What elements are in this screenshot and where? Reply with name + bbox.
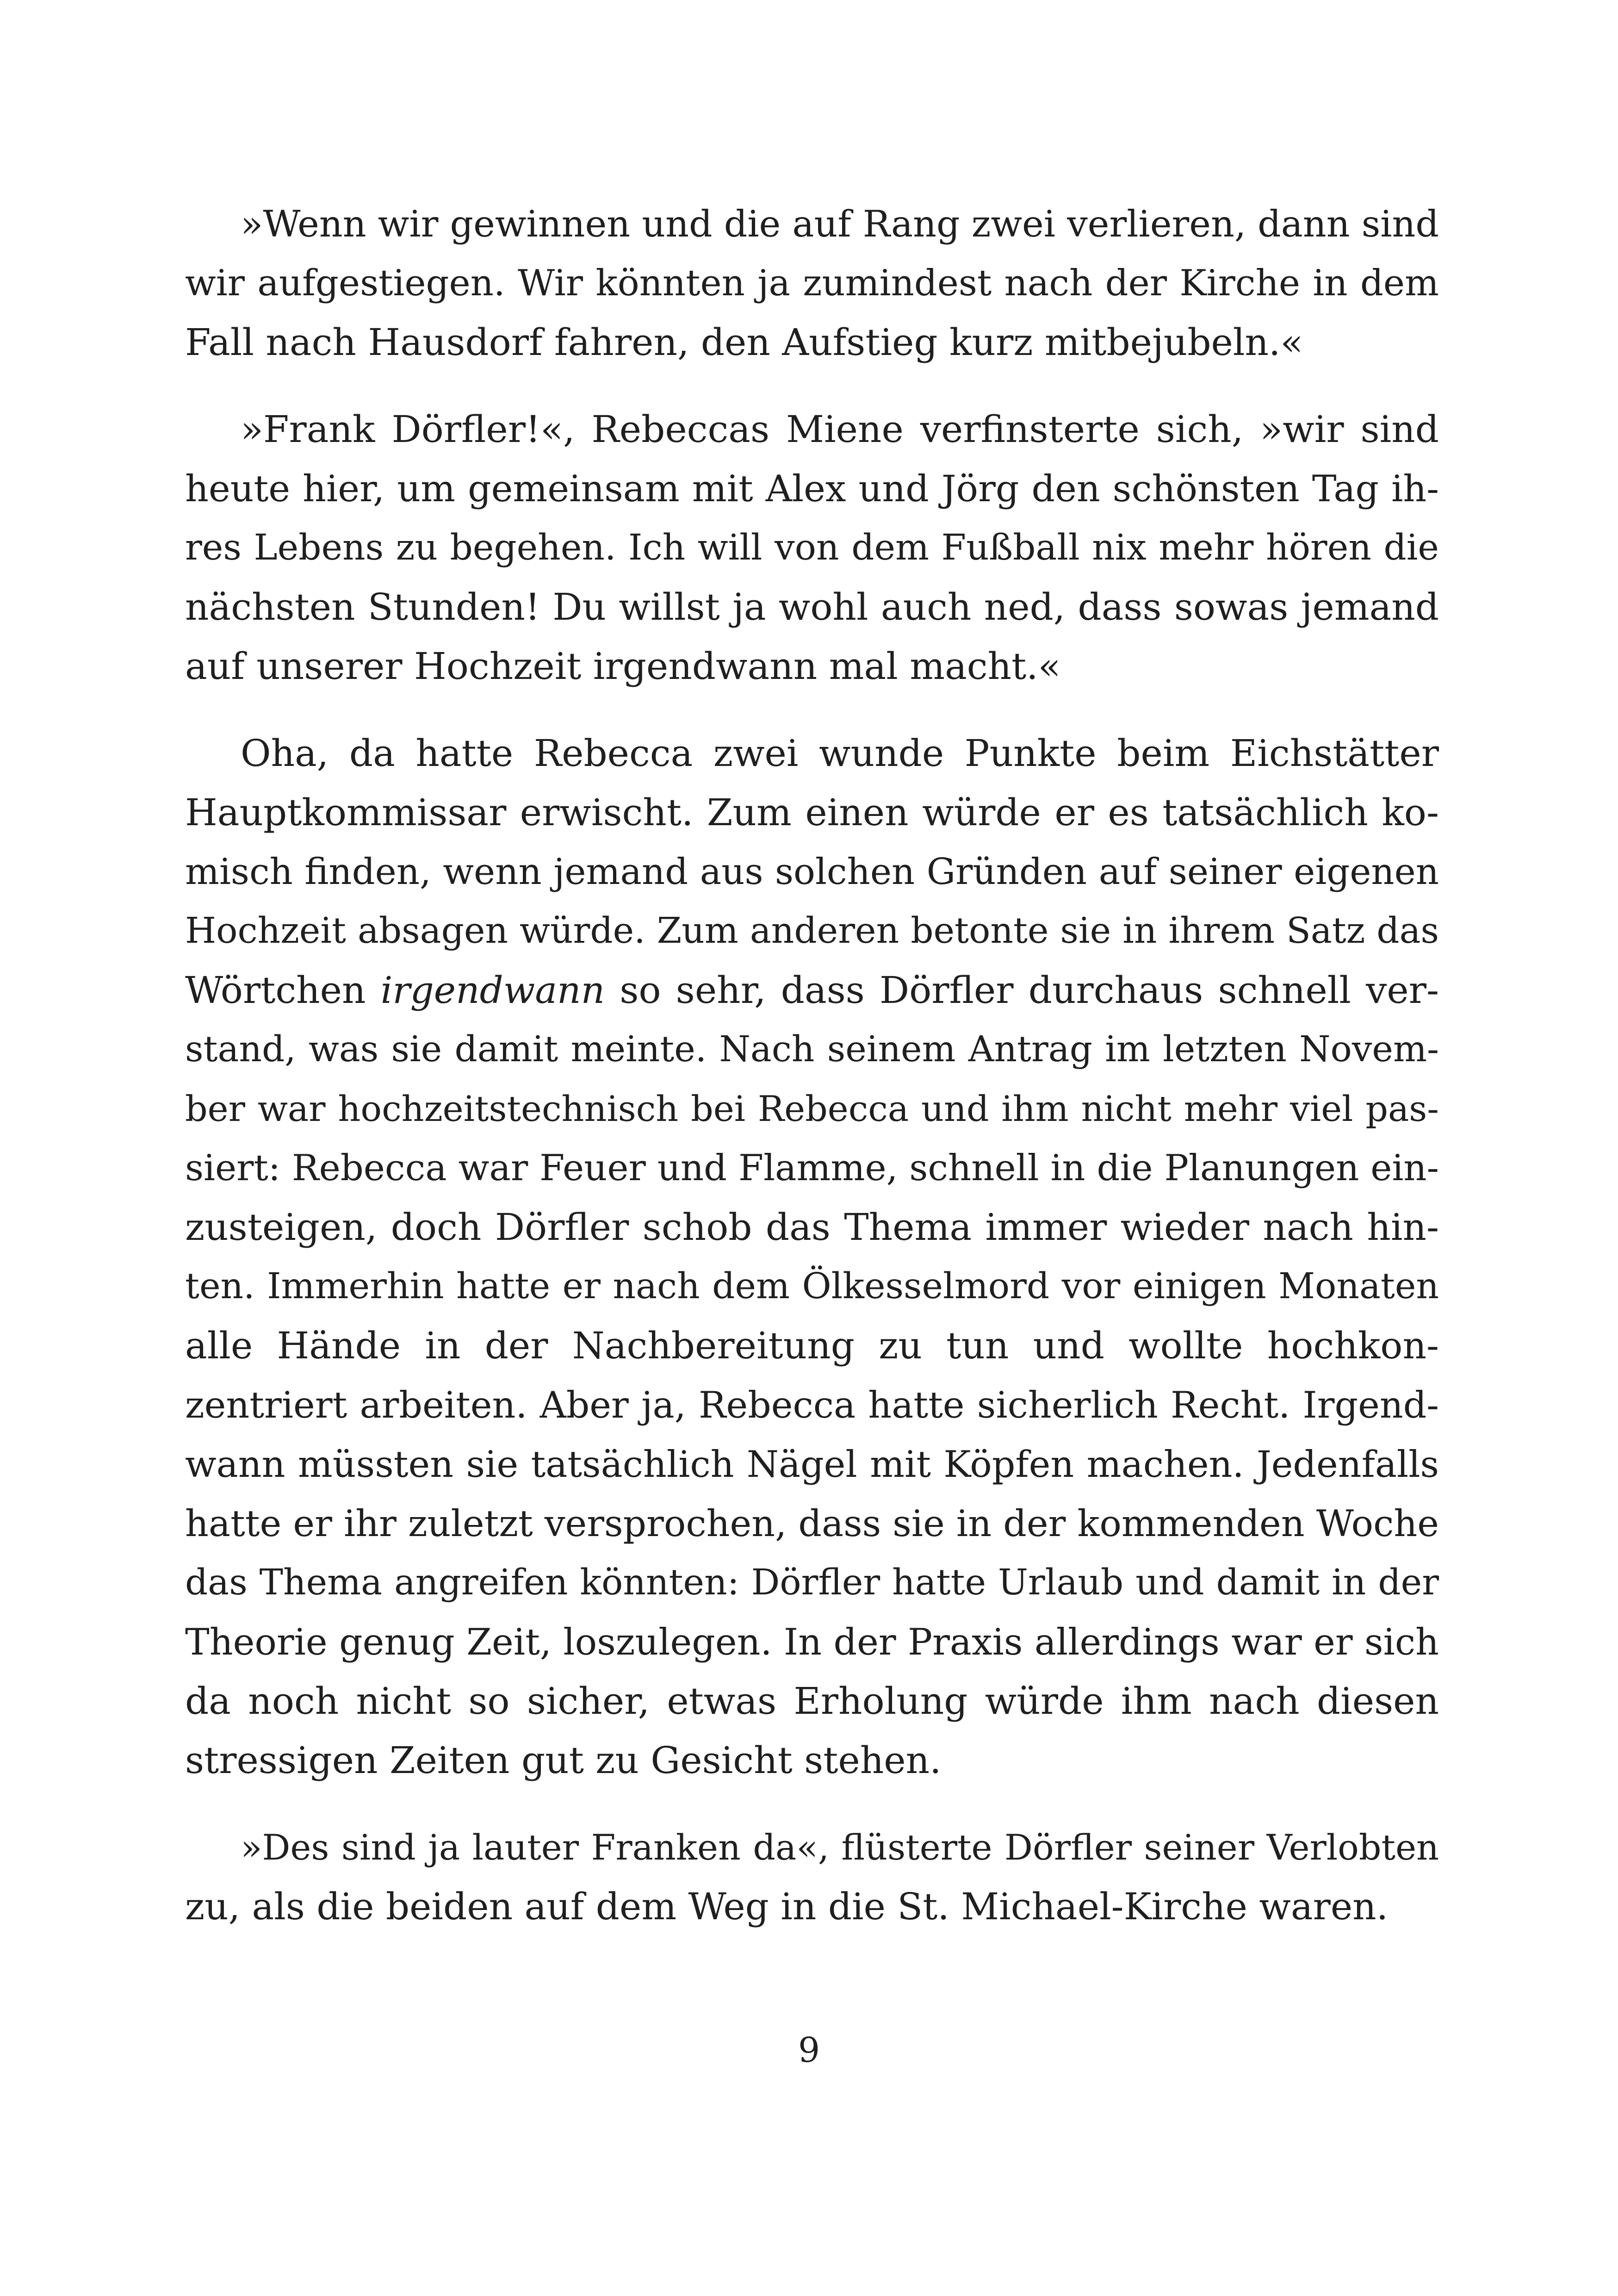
text-segment: so sehr, dass Dörfler durchaus schnell ver- <box>605 969 1439 1012</box>
text-line: stressigen Zeiten gut zu Gesicht stehen. <box>185 1739 942 1782</box>
text-line: das Thema angreifen könnten: Dörfler hatte Urlaub und damit in der <box>185 1562 1439 1603</box>
text-line: Hochzeit absagen würde. Zum anderen betonte sie in ihrem Satz das <box>185 910 1439 952</box>
text-line: siert: Rebecca war Feuer und Flamme, schnell in die Planungen ein- <box>185 1147 1439 1189</box>
paragraph <box>185 724 1439 1790</box>
text-line: nächsten Stunden! Du willst ja wohl auch ned, dass sowas jemand <box>185 585 1439 628</box>
text-line: Theorie genug Zeit, loszulegen. In der Praxis allerdings war er sich <box>185 1621 1439 1663</box>
text-line: wir aufgestiegen. Wir könnten ja zumindest nach der Kirche in dem <box>185 262 1439 304</box>
body-text <box>185 194 1439 1964</box>
text-line: zusteigen, doch Dörfler schob das Thema immer wieder nach hin- <box>185 1206 1439 1249</box>
paragraph <box>185 400 1439 696</box>
text-line: ber war hochzeitstechnisch bei Rebecca und ihm nicht mehr viel pas- <box>185 1088 1439 1129</box>
text-line: hatte er ihr zuletzt versprochen, dass sie in der kommenden Woche <box>185 1502 1439 1545</box>
text-line: stand, was sie damit meinte. Nach seinem Antrag im letzten Novem- <box>185 1029 1439 1070</box>
text-line: heute hier, um gemeinsam mit Alex und Jörg den schönsten Tag ih- <box>185 467 1439 510</box>
text-line: alle Hände in der Nachbereitung zu tun und wollte hochkon- <box>185 1324 1439 1367</box>
text-line: Fall nach Hausdorf fahren, den Aufstieg kurz mitbejubeln.« <box>185 321 1303 364</box>
paragraph <box>185 1818 1439 1936</box>
text-segment: Wörtchen <box>185 969 381 1012</box>
text-line: zu, als die beiden auf dem Weg in die St. Michael-Kirche waren. <box>185 1885 1389 1928</box>
text-line: res Lebens zu begehen. Ich will von dem Fußball nix mehr hören die <box>185 527 1439 568</box>
text-line: Hauptkommissar erwischt. Zum einen würde er es tatsächlich ko- <box>185 791 1439 834</box>
text-line: »Wenn wir gewinnen und die auf Rang zwei verlieren, dann sind <box>241 203 1439 245</box>
text-line: wann müssten sie tatsächlich Nägel mit Köpfen machen. Jedenfalls <box>185 1443 1439 1486</box>
text-line: »Frank Dörfler!«, Rebeccas Miene verfinsterte sich, »wir sind <box>241 408 1439 451</box>
text-line: da noch nicht so sicher, etwas Erholung würde ihm nach diesen <box>185 1680 1439 1723</box>
text-line: Oha, da hatte Rebecca zwei wunde Punkte beim Eichstätter <box>241 732 1439 775</box>
text-line: »Des sind ja lauter Franken da«, flüsterte Dörfler seiner Verlobten <box>241 1827 1439 1868</box>
text-line <box>185 961 1439 1020</box>
text-line: ten. Immerhin hatte er nach dem Ölkesselmord vor einigen Monaten <box>185 1266 1439 1307</box>
text-line: zentriert arbeiten. Aber ja, Rebecca hatte sicherlich Recht. Irgend- <box>185 1384 1439 1426</box>
emphasized-word: irgendwann <box>380 969 605 1012</box>
text-line: auf unserer Hochzeit irgendwann mal macht.« <box>185 645 1061 688</box>
paragraph <box>185 194 1439 372</box>
page-number: 9 <box>798 2030 820 2070</box>
text-line: misch finden, wenn jemand aus solchen Gründen auf seiner eigenen <box>185 851 1439 893</box>
